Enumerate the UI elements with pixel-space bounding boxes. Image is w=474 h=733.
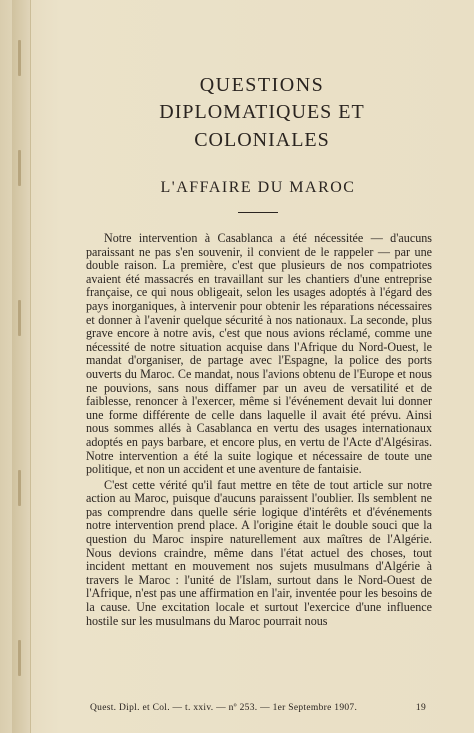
page-number: 19 — [415, 703, 426, 713]
article-title: L'AFFAIRE DU MAROC — [160, 179, 356, 196]
paragraph: Notre intervention à Casablanca a été nécessitée — d'aucuns paraissant ne pas s'en souvenir, il convient de le rappeler — par une double raison. La première, c'est que plusieurs de nos compatriotes avaient été massacrés en travaillant sur les chantiers d'une entreprise française, ce qui nous obligeait, selon les usages adoptés à l'égard des pays inorganiques, à intervenir pour obtenir les réparations nécessaires et donner à l'avenir quelque sécurité à nos nationaux. La seconde, plus grave encore à notre avis, c'est que nous avions réclamé, comme une nécessité de notre situation acquise dans l'Afrique du Nord-Ouest, le mandat d'organiser, de partage avec l'Espagne, la police des ports ouverts du Maroc. Ce mandat, nous l'avions obtenu de l'Europe et nous ne pouvions, sans nous diffamer par un aveu de versatilité et de faiblesse, renoncer à l'exercer, même si l'événement devait lui donner une forme différente de celle dans laquelle il avait été prévu. Ainsi nous sommes allés à Casablanca en vertu des usages internationaux adoptés en pays barbare, et encore plus, en vertu de l'Acte d'Algésiras. Notre intervention a été la suite logique et nécessaire de toute une politique, et non un accident et une aventure de fantaisie. — [86, 231, 432, 477]
binding-stitch — [18, 40, 21, 76]
footer-citation: Quest. Dipl. et Col. — t. xxiv. — nº 253. — 1er Septembre 1907. — [90, 703, 358, 713]
page-footer — [90, 703, 426, 713]
binding-stitch — [18, 300, 21, 336]
article-title-block — [108, 178, 408, 213]
binding-spine — [12, 0, 31, 733]
title-rule — [238, 212, 278, 213]
binding-stitch — [18, 150, 21, 186]
binding-stitch — [18, 470, 21, 506]
paragraph: C'est cette vérité qu'il faut mettre en tête de tout article sur notre action au Maroc, puisque d'aucuns paraissent l'oublier. Ils semblent ne pas comprendre dans quelle série logique d'intérêts et d'événements notre intervention prend place. A l'origine était le double souci que la question du Maroc inspire naturellement aux maîtres de l'Algérie. Nous devions craindre, même dans l'état actuel des choses, tout incident mettant en mouvement nos sujets musulmans d'Algérie à travers le Maroc : l'unité de l'Islam, surtout dans le Nord-Ouest de l'Afrique, n'est pas une affirmation en l'air, inventée pour les besoins de la cause. Une excitation locale et surtout l'exercice d'une influence hostile sur les musulmans du Maroc pourrait nous — [86, 477, 432, 628]
section-heading-line2: DIPLOMATIQUES ET COLONIALES — [159, 101, 365, 151]
section-heading-line1: QUESTIONS — [199, 74, 325, 96]
section-heading — [92, 72, 432, 154]
binding-stitch — [18, 640, 21, 676]
article-body — [86, 232, 432, 628]
